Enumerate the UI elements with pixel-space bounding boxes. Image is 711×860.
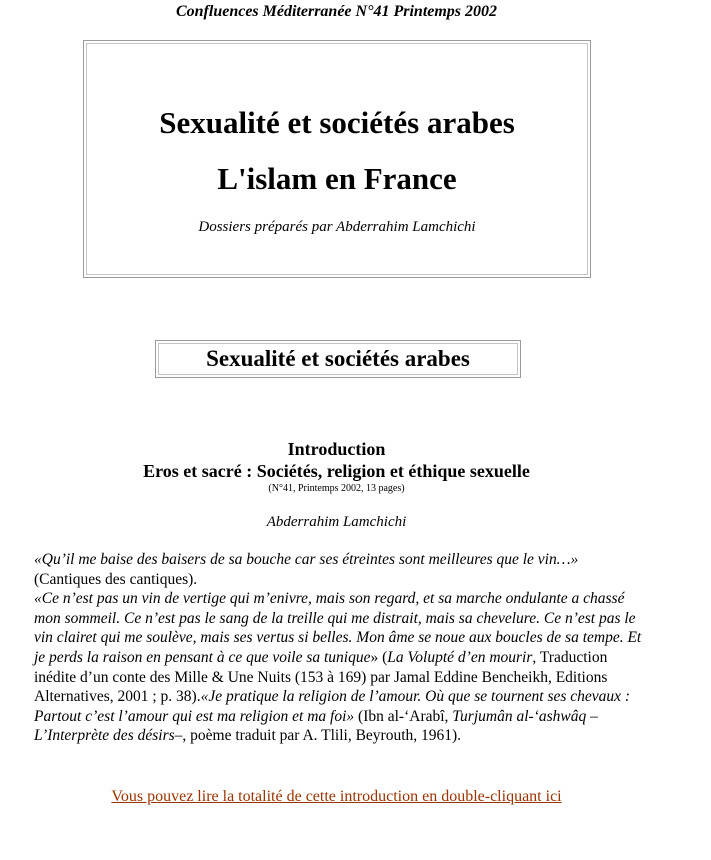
article-meta: (N°41, Printemps 2002, 13 pages) [268, 483, 405, 494]
source-cantique: (Cantiques des cantiques). [34, 570, 198, 588]
source-ibn-arabi: , poème traduit par A. Tlili, Beyrouth, 1961). [182, 727, 462, 745]
quote-ibn-arabi: «Je pratique la religion de l’amour. Où que se tournent ses chevaux : Partout c’est l’amour qui est ma religion et ma foi» [34, 688, 631, 725]
article-title: Eros et sacré : Sociétés, religion et éthique sexuelle [143, 461, 530, 481]
source-volupte: , Traduction inédite d’un conte des Mille & Une Nuits (153 à 169) par Jamal Eddine Bencheikh, Editions Alternatives, 2001 ; p. 38). [34, 648, 608, 706]
book-title-turjuman: Turjumân al-‘ashwâq –L’Interprète des désirs– [34, 707, 598, 745]
title-box [83, 40, 591, 278]
article-author: Abderrahim Lamchichi [266, 514, 407, 530]
dossier-title-1: Sexualité et sociétés arabes [159, 105, 515, 140]
source-volupte-open: » ( [370, 648, 388, 666]
section-heading: Sexualité et sociétés arabes [155, 340, 521, 378]
source-ibn-arabi-open: (Ibn al-‘Arabî, [354, 707, 453, 725]
article-body [34, 550, 644, 746]
book-title-volupte: La Volupté d’en mourir [387, 648, 533, 666]
quote-cantique: «Qu’il me baise des baisers de sa bouche car ses étreintes sont meilleures que le vin…» [34, 551, 579, 568]
journal-masthead: Confluences Méditerranée N°41 Printemps 2002 [175, 3, 498, 20]
dossier-title-2: L'islam en France [217, 161, 457, 196]
read-full-introduction-link[interactable]: Vous pouvez lire la totalité de cette introduction en double-cliquant ici [111, 788, 562, 805]
quote-volupte: «Ce n’est pas un vin de vertige qui m’enivre, mais son regard, et sa marche ondulante a chassé mon sommeil. Ce n’est pas le sang de la treille qui me distrait, mais sa chevelure. Ce n’est pas le vin clairet qui me soulève, mais ses vertus si belles. Mon âme se noue aux boucles de sa tempe. Et je perds la raison en pensant à ce que voile sa tunique [34, 590, 642, 666]
article-label: Introduction [287, 439, 386, 459]
dossier-subtitle: Dossiers préparés par Abderrahim Lamchichi [198, 219, 476, 235]
